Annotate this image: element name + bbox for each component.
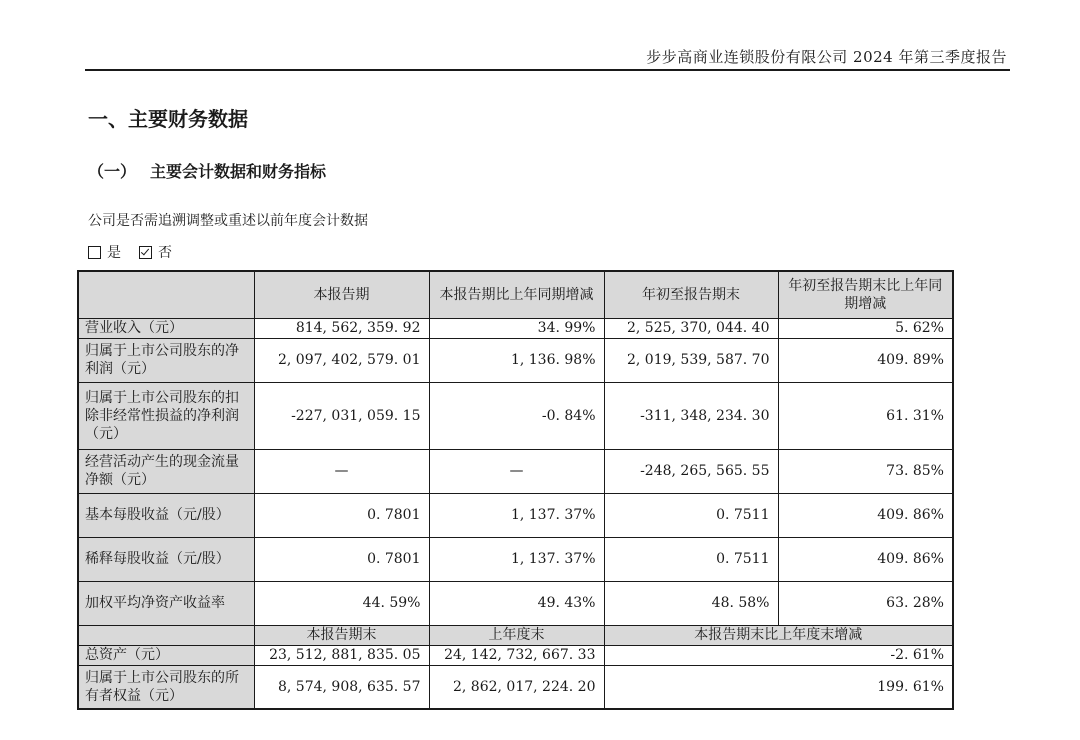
- table-cell: 63. 28%: [778, 581, 953, 625]
- table-cell: -2. 61%: [604, 645, 953, 665]
- column-header: 本报告期末: [254, 625, 429, 645]
- table-cell: 0. 7511: [604, 537, 778, 581]
- table-cell: 199. 61%: [604, 665, 953, 709]
- subheader-blank-cell: [78, 625, 254, 645]
- subsection-title: 主要会计数据和财务指标: [150, 162, 327, 181]
- table-cell: 2, 525, 370, 044. 40: [604, 318, 778, 338]
- row-label: 经营活动产生的现金流量净额（元）: [78, 449, 254, 493]
- table-row: [78, 318, 953, 338]
- column-header: 年初至报告期末: [604, 271, 778, 318]
- table-cell: 409. 86%: [778, 493, 953, 537]
- row-label: 加权平均净资产收益率: [78, 581, 254, 625]
- table-cell: 1, 137. 37%: [429, 537, 604, 581]
- subsection-number: （一）: [88, 162, 137, 181]
- table-cell: 2, 019, 539, 587. 70: [604, 338, 778, 382]
- table-row: [78, 382, 953, 449]
- row-label: 总资产（元）: [78, 645, 254, 665]
- header-divider: [85, 69, 1010, 71]
- table-cell: 1, 137. 37%: [429, 493, 604, 537]
- table-header-row: [78, 271, 953, 318]
- checkbox-yes[interactable]: [88, 246, 101, 259]
- row-label: 归属于上市公司股东的所有者权益（元）: [78, 665, 254, 709]
- table-cell: 1, 136. 98%: [429, 338, 604, 382]
- table-cell: -0. 84%: [429, 382, 604, 449]
- subsection-heading: [88, 159, 326, 182]
- table-cell: 0. 7511: [604, 493, 778, 537]
- table-cell: 5. 62%: [778, 318, 953, 338]
- table-cell: -311, 348, 234. 30: [604, 382, 778, 449]
- financial-data-table: [77, 270, 954, 710]
- table-row: [78, 665, 953, 709]
- table-cell: 23, 512, 881, 835. 05: [254, 645, 429, 665]
- table-cell: 61. 31%: [778, 382, 953, 449]
- table-row: [78, 493, 953, 537]
- table-row: [78, 581, 953, 625]
- column-header: 本报告期末比上年度末增减: [604, 625, 953, 645]
- table-row: [78, 449, 953, 493]
- option-no-label: 否: [158, 245, 172, 261]
- row-label: 归属于上市公司股东的扣除非经常性损益的净利润（元）: [78, 382, 254, 449]
- table-subheader-row: [78, 625, 953, 645]
- table-cell: 48. 58%: [604, 581, 778, 625]
- table-cell: 409. 89%: [778, 338, 953, 382]
- header-blank-cell: [78, 271, 254, 318]
- column-header: 本报告期: [254, 271, 429, 318]
- checkbox-no-checked[interactable]: [139, 246, 152, 259]
- section-title: 一、主要财务数据: [88, 107, 248, 131]
- table-row: [78, 338, 953, 382]
- table-cell: 0. 7801: [254, 493, 429, 537]
- table-cell: 2, 097, 402, 579. 01: [254, 338, 429, 382]
- table-cell: -227, 031, 059. 15: [254, 382, 429, 449]
- row-label: 归属于上市公司股东的净利润（元）: [78, 338, 254, 382]
- option-yes-label: 是: [107, 245, 121, 261]
- table-cell: -248, 265, 565. 55: [604, 449, 778, 493]
- table-cell: 8, 574, 908, 635. 57: [254, 665, 429, 709]
- row-label: 基本每股收益（元/股）: [78, 493, 254, 537]
- table-cell: 44. 59%: [254, 581, 429, 625]
- table-row: [78, 645, 953, 665]
- column-header: 本报告期比上年同期增减: [429, 271, 604, 318]
- table-cell: 34. 99%: [429, 318, 604, 338]
- column-header: 年初至报告期末比上年同期增减: [778, 271, 953, 318]
- table-cell: 814, 562, 359. 92: [254, 318, 429, 338]
- row-label: 营业收入（元）: [78, 318, 254, 338]
- restatement-options: [88, 242, 172, 262]
- report-header-title: 步步高商业连锁股份有限公司 2024 年第三季度报告: [646, 48, 1007, 66]
- table-cell: 49. 43%: [429, 581, 604, 625]
- table-cell: 0. 7801: [254, 537, 429, 581]
- table-cell: —: [429, 449, 604, 493]
- row-label: 稀释每股收益（元/股）: [78, 537, 254, 581]
- table-cell: —: [254, 449, 429, 493]
- column-header: 上年度末: [429, 625, 604, 645]
- table-row: [78, 537, 953, 581]
- restatement-question: 公司是否需追溯调整或重述以前年度会计数据: [88, 213, 368, 229]
- table-cell: 2, 862, 017, 224. 20: [429, 665, 604, 709]
- table-cell: 73. 85%: [778, 449, 953, 493]
- table-cell: 409. 86%: [778, 537, 953, 581]
- table-cell: 24, 142, 732, 667. 33: [429, 645, 604, 665]
